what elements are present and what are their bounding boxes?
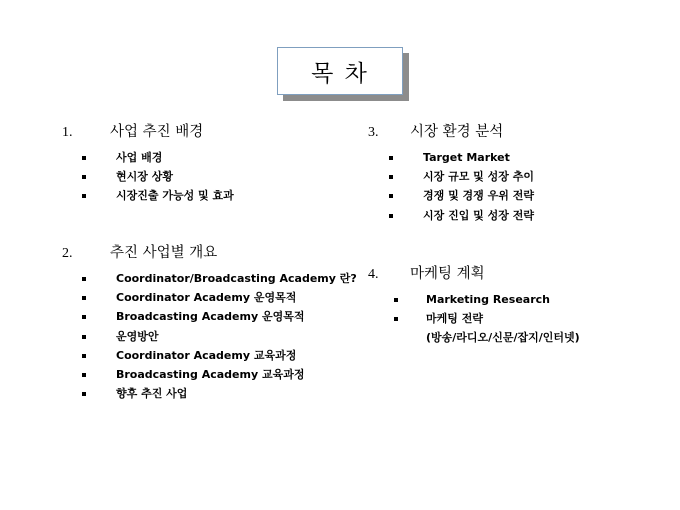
list-item: Coordinator Academy 교육과정 <box>116 346 357 365</box>
list-item: Coordinator Academy 운영목적 <box>116 288 357 307</box>
section-4-list <box>426 290 580 348</box>
bullet-icon <box>82 315 86 319</box>
list-item: 경쟁 및 경쟁 우위 전략 <box>423 186 534 205</box>
bullet-icon <box>82 296 86 300</box>
list-item: Broadcasting Academy 운영목적 <box>116 307 357 326</box>
section-4 <box>368 262 580 348</box>
bullet-icon <box>82 277 86 281</box>
bullet-icon <box>389 156 393 160</box>
bullet-icon <box>394 298 398 302</box>
section-2-heading <box>62 241 357 263</box>
bullet-icon <box>389 175 393 179</box>
section-3-number: 3. <box>368 125 379 140</box>
bullet-icon <box>394 317 398 321</box>
bullet-icon <box>82 354 86 358</box>
list-item: Target Market <box>423 148 534 167</box>
bullet-icon <box>82 335 86 339</box>
section-4-heading <box>368 262 580 284</box>
list-item: 향후 추진 사업 <box>116 384 357 403</box>
list-item: Coordinator/Broadcasting Academy 란? <box>116 269 357 288</box>
page-title-text: 목 차 <box>311 60 369 87</box>
section-3-title: 시장 환경 분석 <box>410 124 504 140</box>
section-2 <box>62 241 357 403</box>
list-item: Marketing Research <box>426 290 580 309</box>
list-item: 시장 규모 및 성장 추이 <box>423 167 534 186</box>
bullet-icon <box>82 373 86 377</box>
bullet-icon <box>389 214 393 218</box>
section-1-number: 1. <box>62 125 73 140</box>
section-1-title: 사업 추진 배경 <box>110 124 204 140</box>
list-item: Broadcasting Academy 교육과정 <box>116 365 357 384</box>
bullet-icon <box>389 194 393 198</box>
list-item: 현시장 상황 <box>116 167 234 186</box>
page-title <box>277 47 403 95</box>
section-3-heading <box>368 120 534 142</box>
section-3 <box>368 120 534 225</box>
section-1 <box>62 120 234 206</box>
section-1-list <box>116 148 234 206</box>
bullet-icon <box>82 156 86 160</box>
section-2-title: 추진 사업별 개요 <box>110 245 218 261</box>
bullet-icon <box>82 392 86 396</box>
section-2-number: 2. <box>62 246 73 261</box>
list-item: 시장 진입 및 성장 전략 <box>423 206 534 225</box>
section-3-list <box>423 148 534 225</box>
bullet-icon <box>82 194 86 198</box>
bullet-icon <box>82 175 86 179</box>
list-item: 운영방안 <box>116 327 357 346</box>
list-item: 시장진출 가능성 및 효과 <box>116 186 234 205</box>
section-2-list <box>116 269 357 403</box>
list-item: 사업 배경 <box>116 148 234 167</box>
section-4-title: 마케팅 계획 <box>410 266 485 282</box>
list-item: 마케팅 전략 <box>426 309 580 328</box>
section-1-heading <box>62 120 234 142</box>
section-4-number: 4. <box>368 267 379 282</box>
list-item-continuation: (방송/라디오/신문/잡지/인터넷) <box>426 331 580 345</box>
